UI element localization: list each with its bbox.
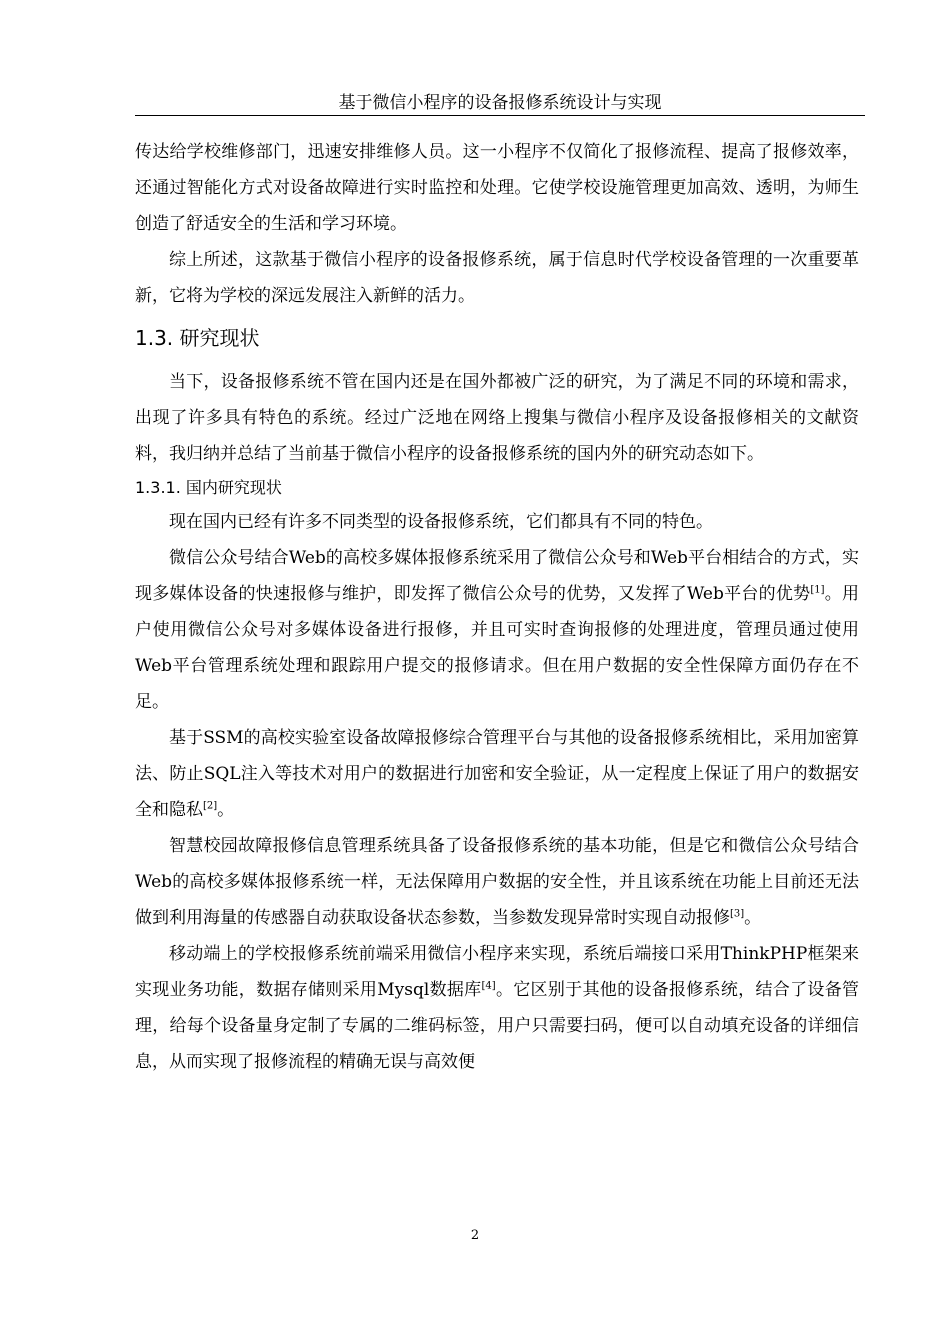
paragraph-mobile-system (135, 936, 859, 1080)
citation-4: [4] (481, 980, 496, 992)
citation-1: [1] (810, 584, 825, 596)
paragraph-text: 移动端上的学校报修系统前端采用微信小程序来实现，系统后端接口采用ThinkPHP框架来实现业务功能，数据存储则采用Mysql数据库 (135, 944, 859, 1000)
paragraph-research-intro: 当下，设备报修系统不管在国内还是在国外都被广泛的研究，为了满足不同的环境和需求，出现了许多具有特色的系统。经过广泛地在网络上搜集与微信小程序及设备报修相关的文献资料，我归纳并总结了当前基于微信小程序的设备报修系统的国内外的研究动态如下。 (135, 372, 859, 464)
paragraph-text: 基于SSM的高校实验室设备故障报修综合管理平台与其他的设备报修系统相比，采用加密算法、防止SQL注入等技术对用户的数据进行加密和安全验证，从一定程度上保证了用户的数据安全和隐私 (135, 728, 859, 820)
paragraph-text: 微信公众号结合Web的高校多媒体报修系统采用了微信公众号和Web平台相结合的方式，实现多媒体设备的快速报修与维护，即发挥了微信公众号的优势，又发挥了Web平台的优势 (135, 548, 859, 604)
paragraph-text: 。 (217, 800, 235, 820)
citation-2: [2] (203, 800, 218, 812)
paragraph-text: 。用户使用微信公众号对多媒体设备进行报修，并且可实时查询报修的处理进度，管理员通过使用Web平台管理系统处理和跟踪用户提交的报修请求。但在用户数据的安全性保障方面仍存在不足。 (135, 584, 860, 712)
paragraph-text: 智慧校园故障报修信息管理系统具备了设备报修系统的基本功能，但是它和微信公众号结合Web的高校多媒体报修系统一样，无法保障用户数据的安全性，并且该系统在功能上目前还无法做到利用海量的传感器自动获取设备状态参数，当参数发现异常时实现自动报修 (135, 836, 859, 928)
paragraph-summary: 综上所述，这款基于微信小程序的设备报修系统，属于信息时代学校设备管理的一次重要革新，它将为学校的深远发展注入新鲜的活力。 (135, 250, 859, 306)
paragraph-ssm-platform (135, 720, 859, 828)
section-heading: 1.3. 研究现状 (135, 326, 260, 350)
paragraph-text: 。它区别于其他的设备报修系统，结合了设备管理，给每个设备量身定制了专属的二维码标签，用户只需要扫码，便可以自动填充设备的详细信息，从而实现了报修流程的精确无误与高效便 (135, 980, 859, 1072)
paragraph-domestic-intro: 现在国内已经有许多不同类型的设备报修系统，它们都具有不同的特色。 (169, 512, 713, 532)
running-header: 基于微信小程序的设备报修系统设计与实现 (338, 93, 662, 113)
paragraph-text: 。 (744, 908, 762, 928)
page-body (135, 134, 859, 1080)
paragraph-wechat-web-system (135, 540, 859, 720)
citation-3: [3] (730, 908, 745, 920)
header-divider (135, 115, 865, 116)
paragraph-smart-campus (135, 828, 859, 936)
page-number: 2 (470, 1228, 480, 1243)
subsection-heading: 1.3.1. 国内研究现状 (135, 478, 282, 497)
paragraph-continued: 传达给学校维修部门，迅速安排维修人员。这一小程序不仅简化了报修流程、提高了报修效率，还通过智能化方式对设备故障进行实时监控和处理。它使学校设施管理更加高效、透明，为师生创造了舒适安全的生活和学习环境。 (135, 142, 859, 234)
